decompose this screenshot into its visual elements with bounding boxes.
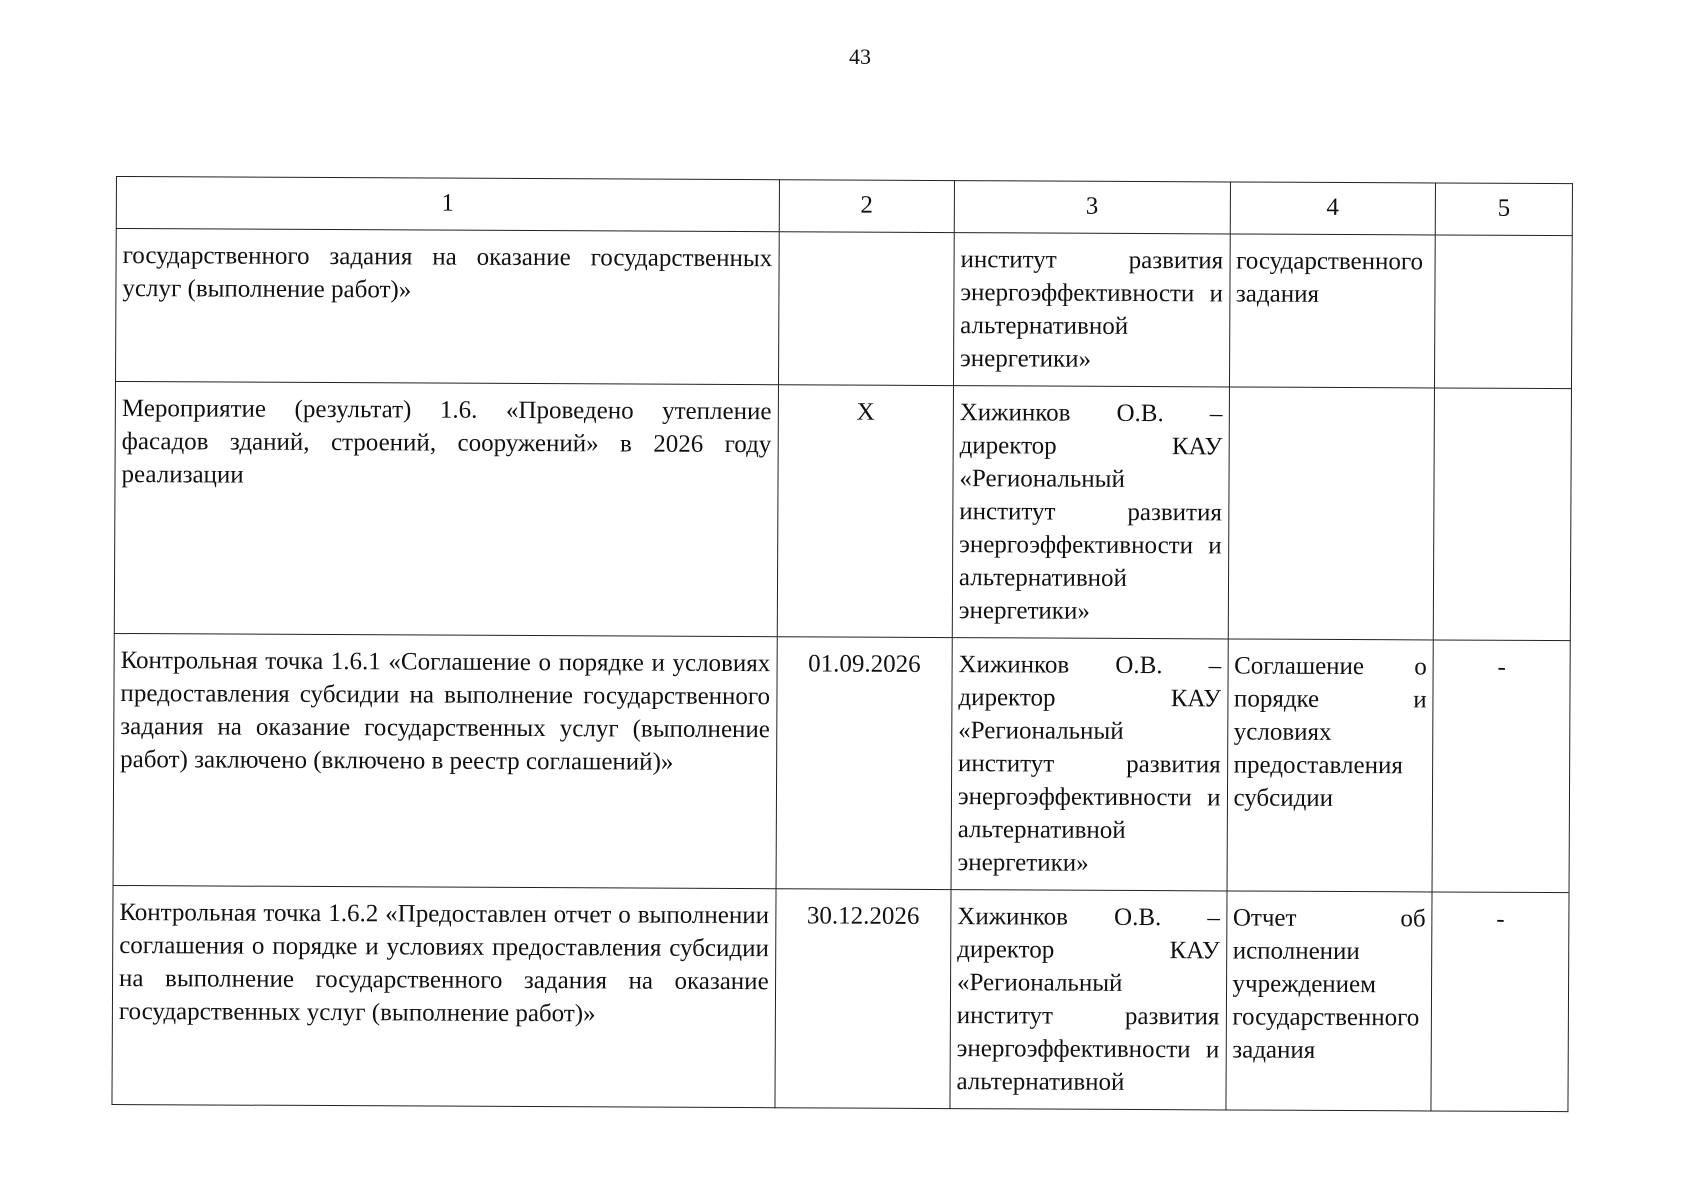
responsible-cell: институт развития энергоэффективности и альтернативной энергетики» [953, 233, 1229, 387]
info-system-cell: - [1432, 640, 1570, 893]
responsible-cell: Хижинков О.В. – директор КАУ «Региональный институт развития энергоэффективности и альтернативной энергетики» [952, 386, 1229, 639]
info-system-cell [1433, 388, 1571, 641]
column-header-5: 5 [1435, 183, 1572, 236]
document-cell: государственного задания [1229, 234, 1435, 388]
table-row [112, 885, 1569, 1111]
responsible-cell: Хижинков О.В. – директор КАУ «Региональный институт развития энергоэффективности и альтернативной [950, 890, 1227, 1110]
date-cell [778, 232, 954, 386]
info-system-cell [1435, 235, 1573, 389]
page-number: 43 [849, 44, 871, 69]
table-row [115, 229, 1572, 389]
responsible-cell: Хижинков О.В. – директор КАУ «Региональный институт развития энергоэффективности и альтернативной энергетики» [951, 638, 1228, 891]
table-header-row [116, 177, 1572, 236]
column-header-3: 3 [954, 181, 1230, 234]
date-cell: 01.09.2026 [776, 637, 953, 890]
date-cell: 30.12.2026 [775, 889, 951, 1109]
document-cell: Отчет об исполнении учреждением государственного задания [1225, 891, 1432, 1111]
event-cell: Контрольная точка 1.6.1 «Соглашение о порядке и условиях предоставления субсидии на выполнение государственного задания на оказание государственных услуг (выполнение работ) заключено (включено в реестр соглашений)» [113, 633, 777, 888]
table-row [114, 382, 1571, 641]
column-header-4: 4 [1230, 182, 1436, 235]
date-cell: X [777, 385, 954, 638]
info-system-cell: - [1431, 892, 1569, 1112]
document-cell: Соглашение о порядке и условиях предоставления субсидии [1227, 639, 1434, 892]
event-cell: государственного задания на оказание государственных услуг (выполнение работ)» [115, 229, 778, 385]
table-row [113, 633, 1570, 892]
column-header-2: 2 [779, 180, 955, 233]
event-cell: Мероприятие (результат) 1.6. «Проведено утепление фасадов зданий, строений, сооружений» в 2026 году реализации [114, 382, 778, 637]
event-cell: Контрольная точка 1.6.2 «Предоставлен отчет о выполнении соглашения о порядке и условиях предоставления субсидии на выполнение государственного задания на оказание государственных услуг (выполнение работ)» [112, 885, 776, 1107]
plan-table [111, 176, 1573, 1112]
column-header-1: 1 [116, 177, 779, 232]
document-cell [1228, 387, 1435, 640]
